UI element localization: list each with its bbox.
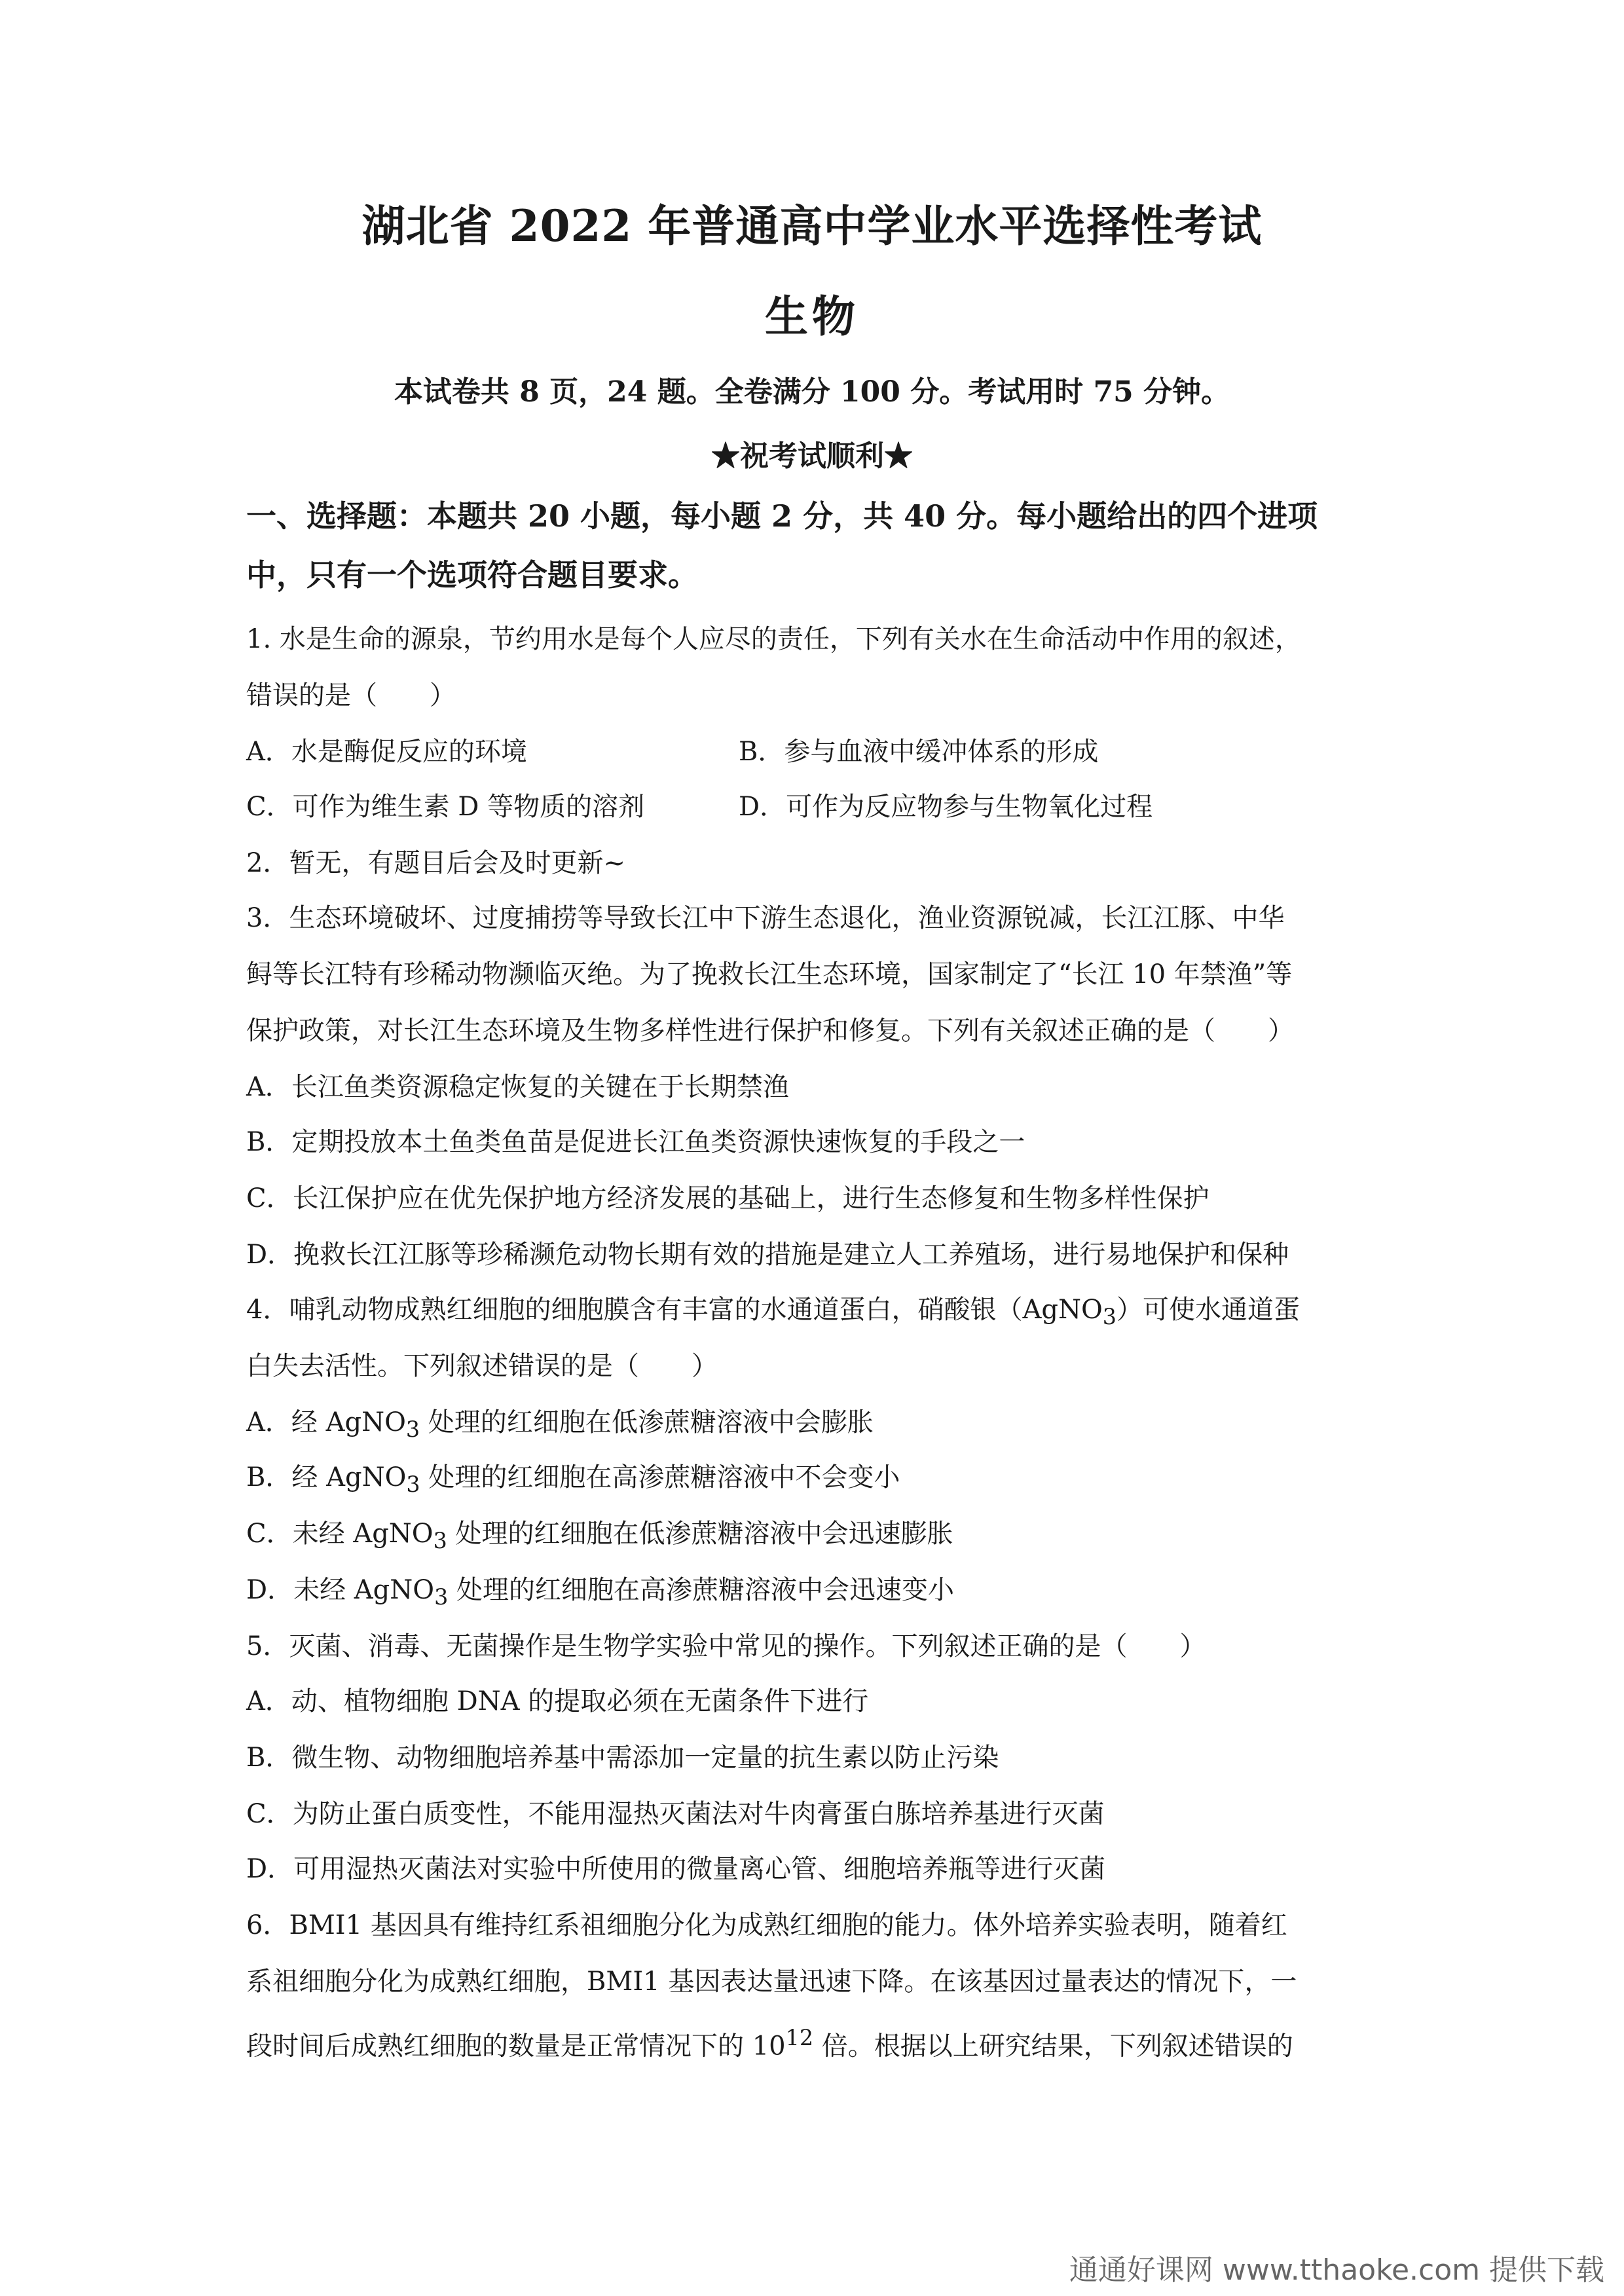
q6-stem-line-2: 系祖细胞分化为成熟红细胞，BMI1 基因表达量迅速下降。在该基因过量表达的情况下，一 xyxy=(246,1967,1297,1997)
q3-stem-line-2: 鲟等长江特有珍稀动物濒临灭绝。为了挽救长江生态环境，国家制定了“长江 10 年禁渔”等 xyxy=(246,959,1293,990)
subscript: 3 xyxy=(434,1584,449,1610)
good-luck-line: ★祝考试顺利★ xyxy=(711,439,913,473)
option-text: A．经 AgNO xyxy=(246,1407,406,1437)
q3-option-b: B．定期投放本土鱼类鱼苗是促进长江鱼类资源快速恢复的手段之一 xyxy=(246,1127,1025,1157)
q4-option-a xyxy=(246,1404,1386,1448)
footer-watermark: 通通好课网 www.tthaoke.com 提供下载 xyxy=(1069,2253,1604,2287)
q1-option-c: C．可作为维生素 D 等物质的溶剂 xyxy=(246,792,645,822)
subscript: 3 xyxy=(405,1416,420,1442)
q1-stem-line-1: 1. 水是生命的源泉，节约用水是每个人应尽的责任，下列有关水在生命活动中作用的叙述， xyxy=(246,624,1301,654)
q3-stem-line-1: 3．生态环境破坏、过度捕捞等导致长江中下游生态退化，渔业资源锐减，长江江豚、中华 xyxy=(246,903,1285,933)
option-text: 处理的红细胞在低渗蔗糖溶液中会膨胀 xyxy=(420,1407,874,1437)
q3-stem-line-3: 保护政策，对长江生态环境及生物多样性进行保护和修复。下列有关叙述正确的是（ ） xyxy=(246,1016,1294,1046)
q1-option-a: A．水是酶促反应的环境 xyxy=(246,737,527,767)
option-text: C．未经 AgNO xyxy=(246,1519,434,1549)
q4-stem-line-1 xyxy=(246,1291,1386,1335)
q4-stem-text-a: 4．哺乳动物成熟红细胞的细胞膜含有丰富的水通道蛋白，硝酸银（AgNO xyxy=(246,1295,1103,1325)
subscript: 3 xyxy=(1102,1304,1116,1329)
subscript: 3 xyxy=(406,1472,420,1497)
q4-option-b xyxy=(246,1459,1386,1503)
subject-title: 生物 xyxy=(765,291,859,342)
q4-stem-line-2: 白失去活性。下列叙述错误的是（ ） xyxy=(246,1351,718,1381)
q3-option-c: C．长江保护应在优先保护地方经济发展的基础上，进行生态修复和生物多样性保护 xyxy=(246,1183,1209,1213)
q5-option-b: B．微生物、动物细胞培养基中需添加一定量的抗生素以防止污染 xyxy=(246,1743,999,1773)
section-heading-line-1: 一、选择题：本题共 20 小题，每小题 2 分，共 40 分。每小题给出的四个进项 xyxy=(246,498,1318,534)
option-text: 处理的红细胞在低渗蔗糖溶液中会迅速膨胀 xyxy=(447,1519,953,1549)
q5-stem: 5．灭菌、消毒、无菌操作是生物学实验中常见的操作。下列叙述正确的是（ ） xyxy=(246,1631,1206,1661)
superscript: 12 xyxy=(785,2025,814,2050)
q1-option-b: B．参与血液中缓冲体系的形成 xyxy=(739,737,1099,767)
q4-option-c xyxy=(246,1515,1386,1559)
q5-option-d: D．可用湿热灭菌法对实验中所使用的微量离心管、细胞培养瓶等进行灭菌 xyxy=(246,1854,1106,1884)
exam-title: 湖北省 2022 年普通高中学业水平选择性考试 xyxy=(361,200,1263,251)
option-text: 处理的红细胞在高渗蔗糖溶液中不会变小 xyxy=(420,1462,900,1492)
option-text: 处理的红细胞在高渗蔗糖溶液中会迅速变小 xyxy=(448,1575,955,1605)
q6-stem-text-a: 段时间后成熟红细胞的数量是正常情况下的 10 xyxy=(246,2031,786,2062)
option-text: D．未经 AgNO xyxy=(246,1575,435,1605)
q1-stem-line-2: 错误的是（ ） xyxy=(246,680,456,711)
q3-option-a: A．长江鱼类资源稳定恢复的关键在于长期禁渔 xyxy=(246,1072,789,1102)
q5-option-c: C．为防止蛋白质变性，不能用湿热灭菌法对牛肉膏蛋白胨培养基进行灭菌 xyxy=(246,1799,1105,1829)
q6-stem-line-3 xyxy=(246,2020,1386,2064)
q4-stem-text-b: ）可使水通道蛋 xyxy=(1116,1295,1300,1325)
exam-info: 本试卷共 8 页，24 题。全卷满分 100 分。考试用时 75 分钟。 xyxy=(394,375,1230,409)
q5-option-a: A．动、植物细胞 DNA 的提取必须在无菌条件下进行 xyxy=(246,1686,869,1716)
q6-stem-line-1: 6．BMI1 基因具有维持红系祖细胞分化为成熟红细胞的能力。体外培养实验表明，随着红 xyxy=(246,1910,1287,1940)
q4-option-d xyxy=(246,1572,1386,1616)
q6-stem-text-b: 倍。根据以上研究结果，下列叙述错误的 xyxy=(813,2031,1293,2062)
q2-stem: 2．暂无，有题目后会及时更新~ xyxy=(246,848,625,878)
option-text: B．经 AgNO xyxy=(246,1462,407,1492)
subscript: 3 xyxy=(433,1528,447,1553)
section-heading-line-2: 中，只有一个选项符合题目要求。 xyxy=(246,557,698,593)
q3-option-d: D．挽救长江江豚等珍稀濒危动物长期有效的措施是建立人工养殖场，进行易地保护和保种 xyxy=(246,1240,1289,1270)
q1-option-d: D．可作为反应物参与生物氧化过程 xyxy=(739,792,1153,822)
